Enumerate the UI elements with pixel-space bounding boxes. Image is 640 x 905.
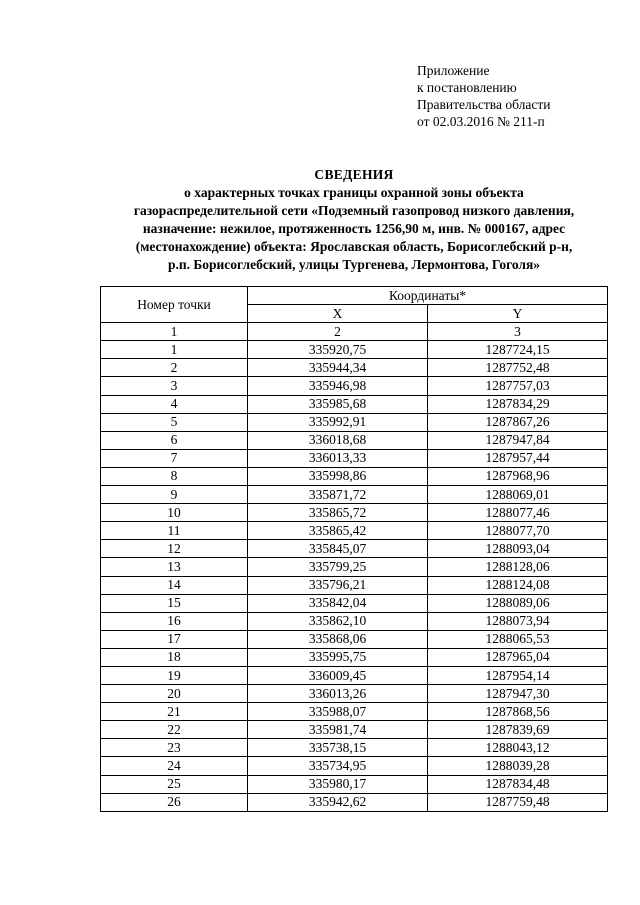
x-coordinate-cell: 335988,07 [248, 703, 428, 721]
table-row [101, 630, 608, 648]
x-coordinate-cell: 336013,26 [248, 685, 428, 703]
table-row [101, 739, 608, 757]
column-number-2: 2 [248, 323, 428, 341]
x-coordinate-cell: 335868,06 [248, 630, 428, 648]
x-coordinate-cell: 335799,25 [248, 558, 428, 576]
table-row [101, 685, 608, 703]
point-number-cell: 23 [101, 739, 248, 757]
x-coordinate-cell: 335944,34 [248, 359, 428, 377]
x-coordinate-cell: 335998,86 [248, 467, 428, 485]
x-coordinate-cell: 336013,33 [248, 449, 428, 467]
y-coordinate-cell: 1287868,56 [428, 703, 608, 721]
appendix-line-4: от 02.03.2016 № 211-п [417, 114, 545, 129]
point-number-cell: 19 [101, 666, 248, 684]
point-number-cell: 14 [101, 576, 248, 594]
title-line-2: газораспределительной сети «Подземный газопровод низкого давления, [133, 203, 575, 218]
table-row [101, 594, 608, 612]
y-coordinate-cell: 1288043,12 [428, 739, 608, 757]
y-coordinate-cell: 1287752,48 [428, 359, 608, 377]
table-row [101, 341, 608, 359]
x-coordinate-cell: 335796,21 [248, 576, 428, 594]
x-coordinate-cell: 335920,75 [248, 341, 428, 359]
table-row [101, 775, 608, 793]
header-point-number: Номер точки [101, 287, 248, 323]
x-coordinate-cell: 335871,72 [248, 486, 428, 504]
y-coordinate-cell: 1288039,28 [428, 757, 608, 775]
point-number-cell: 13 [101, 558, 248, 576]
table-row [101, 522, 608, 540]
header-x: X [248, 305, 428, 323]
title-line-3: назначение: нежилое, протяженность 1256,90 м, инв. № 000167, адрес [142, 221, 566, 236]
appendix-block [417, 62, 550, 130]
table-row [101, 486, 608, 504]
table-row [101, 721, 608, 739]
title-line-4: (местонахождение) объекта: Ярославская область, Борисоглебский р-н, [135, 239, 573, 254]
title-line-5: р.п. Борисоглебский, улицы Тургенева, Лермонтова, Гоголя» [167, 257, 541, 272]
table-row [101, 377, 608, 395]
point-number-cell: 1 [101, 341, 248, 359]
column-number-3: 3 [428, 323, 608, 341]
table-row [101, 395, 608, 413]
table-body [101, 341, 608, 811]
x-coordinate-cell: 335734,95 [248, 757, 428, 775]
y-coordinate-cell: 1288077,46 [428, 504, 608, 522]
x-coordinate-cell: 335946,98 [248, 377, 428, 395]
point-number-cell: 22 [101, 721, 248, 739]
point-number-cell: 24 [101, 757, 248, 775]
point-number-cell: 18 [101, 648, 248, 666]
document-title [96, 166, 612, 274]
y-coordinate-cell: 1288089,06 [428, 594, 608, 612]
header-coordinates: Координаты* [248, 287, 608, 305]
x-coordinate-cell: 335995,75 [248, 648, 428, 666]
y-coordinate-cell: 1287947,30 [428, 685, 608, 703]
x-coordinate-cell: 335981,74 [248, 721, 428, 739]
x-coordinate-cell: 335992,91 [248, 413, 428, 431]
column-number-1: 1 [101, 323, 248, 341]
appendix-line-1: Приложение [417, 63, 490, 78]
x-coordinate-cell: 335862,10 [248, 612, 428, 630]
x-coordinate-cell: 335738,15 [248, 739, 428, 757]
point-number-cell: 21 [101, 703, 248, 721]
y-coordinate-cell: 1287957,44 [428, 449, 608, 467]
point-number-cell: 12 [101, 540, 248, 558]
point-number-cell: 17 [101, 630, 248, 648]
y-coordinate-cell: 1287947,84 [428, 431, 608, 449]
y-coordinate-cell: 1287867,26 [428, 413, 608, 431]
y-coordinate-cell: 1287968,96 [428, 467, 608, 485]
y-coordinate-cell: 1287834,48 [428, 775, 608, 793]
y-coordinate-cell: 1288073,94 [428, 612, 608, 630]
point-number-cell: 6 [101, 431, 248, 449]
x-coordinate-cell: 335865,42 [248, 522, 428, 540]
x-coordinate-cell: 336009,45 [248, 666, 428, 684]
table-row [101, 757, 608, 775]
x-coordinate-cell: 335942,62 [248, 793, 428, 811]
title-line-1: о характерных точках границы охранной зоны объекта [184, 185, 524, 200]
x-coordinate-cell: 336018,68 [248, 431, 428, 449]
table-row [101, 793, 608, 811]
y-coordinate-cell: 1287965,04 [428, 648, 608, 666]
appendix-line-3: Правительства области [417, 97, 551, 112]
header-y: Y [428, 305, 608, 323]
table-row [101, 540, 608, 558]
y-coordinate-cell: 1287834,29 [428, 395, 608, 413]
x-coordinate-cell: 335980,17 [248, 775, 428, 793]
column-number-row [101, 323, 608, 341]
point-number-cell: 3 [101, 377, 248, 395]
y-coordinate-cell: 1287954,14 [428, 666, 608, 684]
header-row [101, 287, 608, 305]
x-coordinate-cell: 335845,07 [248, 540, 428, 558]
table-row [101, 431, 608, 449]
point-number-cell: 5 [101, 413, 248, 431]
point-number-cell: 26 [101, 793, 248, 811]
point-number-cell: 7 [101, 449, 248, 467]
point-number-cell: 2 [101, 359, 248, 377]
point-number-cell: 11 [101, 522, 248, 540]
y-coordinate-cell: 1288065,53 [428, 630, 608, 648]
point-number-cell: 15 [101, 594, 248, 612]
point-number-cell: 10 [101, 504, 248, 522]
point-number-cell: 9 [101, 486, 248, 504]
point-number-cell: 16 [101, 612, 248, 630]
y-coordinate-cell: 1287757,03 [428, 377, 608, 395]
table-row [101, 666, 608, 684]
appendix-line-2: к постановлению [417, 80, 517, 95]
table-row [101, 558, 608, 576]
point-number-cell: 8 [101, 467, 248, 485]
y-coordinate-cell: 1288124,08 [428, 576, 608, 594]
x-coordinate-cell: 335842,04 [248, 594, 428, 612]
point-number-cell: 4 [101, 395, 248, 413]
table-row [101, 703, 608, 721]
y-coordinate-cell: 1288093,04 [428, 540, 608, 558]
point-number-cell: 20 [101, 685, 248, 703]
y-coordinate-cell: 1287839,69 [428, 721, 608, 739]
y-coordinate-cell: 1287724,15 [428, 341, 608, 359]
table-row [101, 467, 608, 485]
table-row [101, 359, 608, 377]
title-heading: СВЕДЕНИЯ [314, 167, 394, 182]
y-coordinate-cell: 1288069,01 [428, 486, 608, 504]
table-row [101, 449, 608, 467]
coordinates-table [100, 286, 608, 812]
table-row [101, 612, 608, 630]
point-number-cell: 25 [101, 775, 248, 793]
table-row [101, 576, 608, 594]
y-coordinate-cell: 1287759,48 [428, 793, 608, 811]
y-coordinate-cell: 1288077,70 [428, 522, 608, 540]
table-row [101, 413, 608, 431]
table-row [101, 504, 608, 522]
x-coordinate-cell: 335985,68 [248, 395, 428, 413]
x-coordinate-cell: 335865,72 [248, 504, 428, 522]
table-row [101, 648, 608, 666]
y-coordinate-cell: 1288128,06 [428, 558, 608, 576]
